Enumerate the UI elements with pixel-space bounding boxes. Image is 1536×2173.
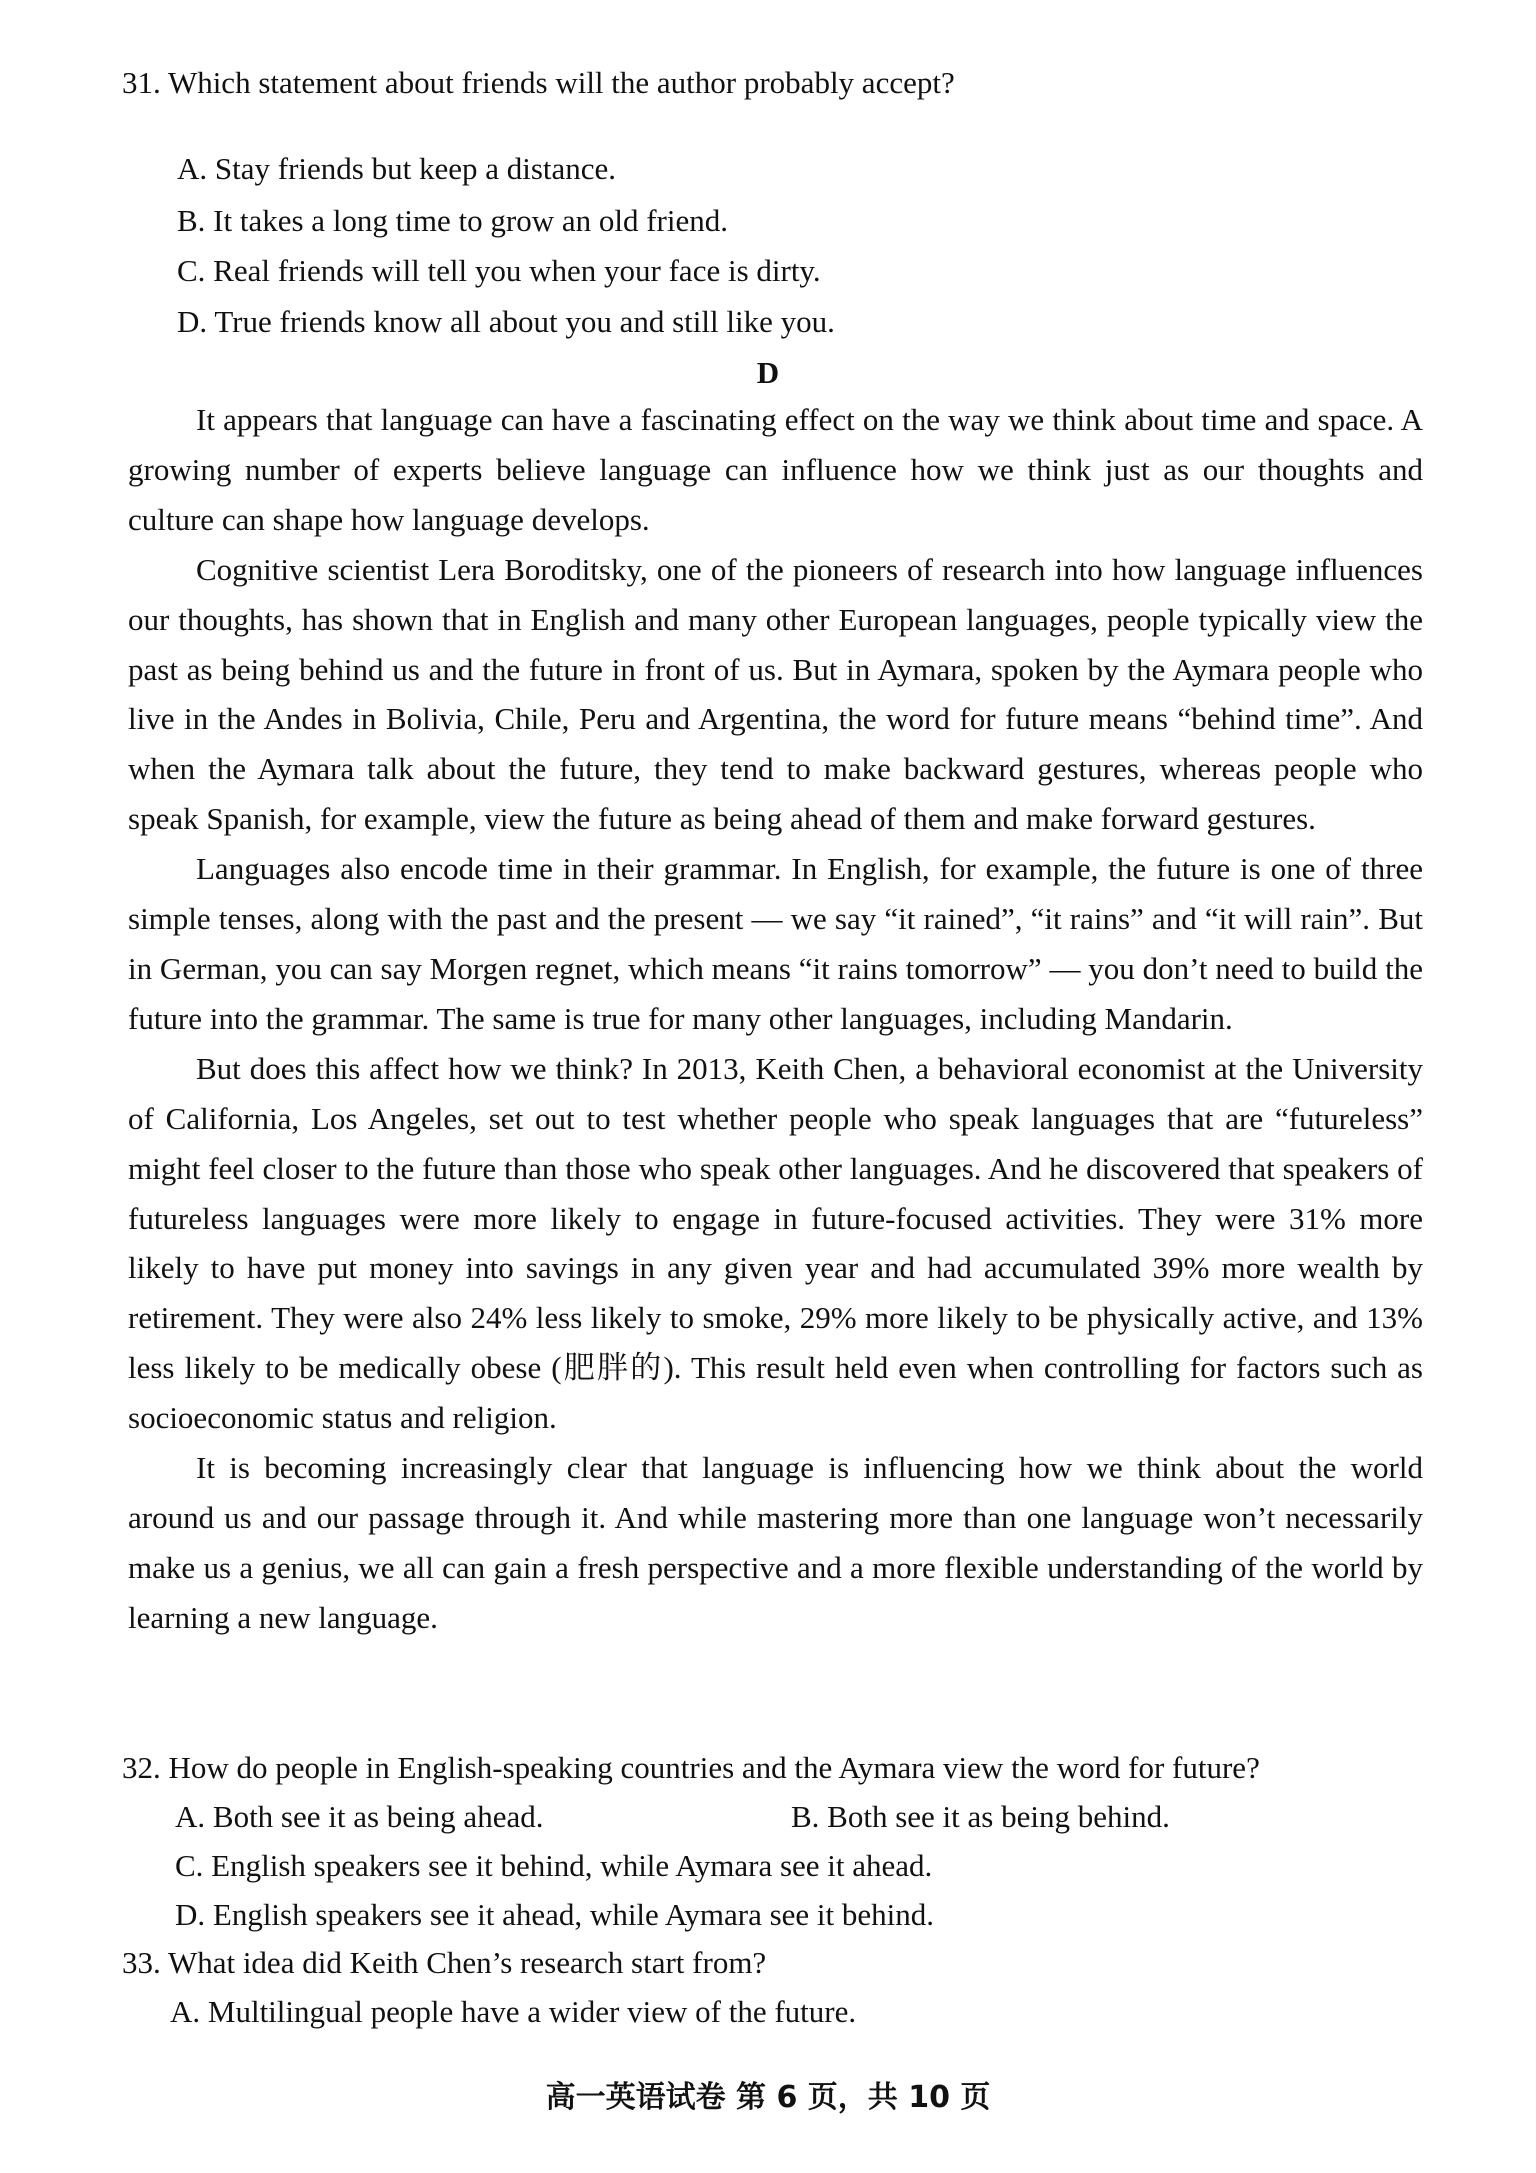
question-31-option-d: D. True friends know all about you and still like you.: [177, 304, 835, 339]
passage-paragraph-3: Languages also encode time in their grammar. In English, for example, the future is one of three simple tenses, along with the past and the present — we say “it rained”, “it rains” and “it will rain”. But in German, you can say Morgen regnet, which means “it rains tomorrow” — you don’t need to build the future into the grammar. The same is true for many other languages, including Mandarin.: [128, 851, 1423, 1036]
question-32-option-c: C. English speakers see it behind, while Aymara see it ahead.: [175, 1848, 933, 1883]
question-31-option-a: A. Stay friends but keep a distance.: [177, 151, 617, 186]
question-31-option-b: B. It takes a long time to grow an old friend.: [177, 203, 728, 238]
question-31-option-c: C. Real friends will tell you when your face is dirty.: [177, 253, 821, 288]
question-31-stem: 31. Which statement about friends will the author probably accept?: [122, 65, 955, 100]
passage-paragraph-2: Cognitive scientist Lera Boroditsky, one of the pioneers of research into how language influences our thoughts, has shown that in English and many other European languages, people typically view the past as being behind us and the future in front of us. But in Aymara, spoken by the Aymara people who live in the Andes in Bolivia, Chile, Peru and Argentina, the word for future means “behind time”. And when the Aymara talk about the future, they tend to make backward gestures, whereas people who speak Spanish, for example, view the future as being ahead of them and make forward gestures.: [128, 551, 1423, 837]
question-32-stem: 32. How do people in English-speaking countries and the Aymara view the word for future?: [122, 1750, 1260, 1785]
page-footer: 高一英语试卷 第 6 页，共 10 页: [545, 2080, 991, 2115]
section-label: D: [756, 355, 780, 390]
question-32-option-a: A. Both see it as being ahead.: [175, 1799, 544, 1834]
passage-paragraph-5: It is becoming increasingly clear that language is influencing how we think about the world around us and our passage through it. And while mastering more than one language won’t necessarily make us a genius, we all can gain a fresh perspective and a more flexible understanding of the world by learning a new language.: [128, 1450, 1423, 1635]
question-33-option-a: A. Multilingual people have a wider view of the future.: [170, 1994, 857, 2029]
question-33-stem: 33. What idea did Keith Chen’s research start from?: [122, 1945, 767, 1980]
passage-paragraph-4: But does this affect how we think? In 2013, Keith Chen, a behavioral economist at the University of California, Los Angeles, set out to test whether people who speak languages that are “futureless” might feel closer to the future than those who speak other languages. And he discovered that speakers of futureless languages were more likely to engage in future-focused activities. They were 31% more likely to have put money into savings in any given year and had accumulated 39% more wealth by retirement. They were also 24% less likely to smoke, 29% more likely to be physically active, and 13% less likely to be medically obese (肥胖的). This result held even when controlling for factors such as socioeconomic status and religion.: [128, 1050, 1423, 1436]
question-32-option-d: D. English speakers see it ahead, while Aymara see it behind.: [175, 1897, 935, 1932]
question-32-option-b: B. Both see it as being behind.: [791, 1799, 1170, 1834]
passage-paragraph-1: It appears that language can have a fascinating effect on the way we think about time and space. A growing number of experts believe language can influence how we think just as our thoughts and culture can shape how language develops.: [128, 402, 1423, 537]
passage-d: [128, 395, 1423, 1643]
